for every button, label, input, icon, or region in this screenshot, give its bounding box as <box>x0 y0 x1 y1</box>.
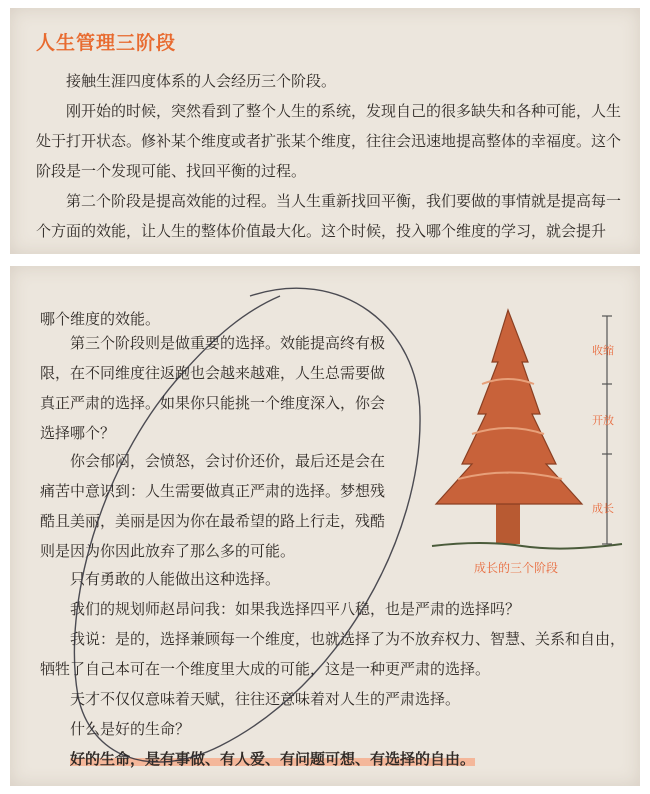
stage-label-shrink: 收缩 <box>592 344 614 357</box>
bottom-page-photo <box>10 266 640 786</box>
stage-scale <box>592 316 614 544</box>
paragraph: 接触生涯四度体系的人会经历三个阶段。 <box>66 72 337 90</box>
paragraph: 第二个阶段是提高效能的过程。当人生重新找回平衡，我们要做的事情就是提高每一个方面的效能，让人生的整体价值最大化。这个时候，投入哪个维度的学习，就会提升 <box>36 192 622 240</box>
illustration-caption: 成长的三个阶段 <box>474 561 559 575</box>
paragraph: 哪个维度的效能。 <box>40 310 161 328</box>
paragraph: 我们的规划师赵昂问我：如果我选择四平八稳，也是严肃的选择吗？ <box>70 600 521 618</box>
highlighted-paragraph <box>40 744 630 774</box>
stage-label-open: 开放 <box>592 414 614 427</box>
paragraph: 第三个阶段则是做重要的选择。效能提高终有极限，在不同维度往返跑也会越来越难，人生总需要做真正严肃的选择。如果你只能挑一个维度深入，你会选择哪个？ <box>40 334 386 442</box>
top-page-photo <box>10 8 640 254</box>
paragraph: 天才不仅仅意味着天赋，往往还意味着对人生的严肃选择。 <box>70 690 461 708</box>
paragraph: 什么是好的生命？ <box>70 720 191 738</box>
section-heading: 人生管理三阶段 <box>36 32 177 54</box>
stage-label-grow: 成长 <box>592 502 614 515</box>
paragraph: 刚开始的时候，突然看到了整个人生的系统，发现自己的很多缺失和各种可能，人生处于打开状态。修补某个维度或者扩张某个维度，往往会迅速地提高整体的幸福度。这个阶段是一个发现可能、找回平衡的过程。 <box>36 102 622 180</box>
tree-illustration <box>422 304 640 584</box>
highlight-text: 好的生命，是有事做、有人爱、有问题可想、有选择的自由。 <box>70 750 476 768</box>
paragraph: 我说：是的，选择兼顾每一个维度，也就选择了为不放弃权力、智慧、关系和自由，牺牲了自己本可在一个维度里大成的可能，这是一种更严肃的选择。 <box>40 630 626 678</box>
paragraph: 只有勇敢的人能做出这种选择。 <box>70 570 281 588</box>
paragraph: 你会郁闷，会愤怒，会讨价还价，最后还是会在痛苦中意识到：人生需要做真正严肃的选择。梦想残酷且美丽，美丽是因为你在最希望的路上行走，残酷则是因为你因此放弃了那么多的可能。 <box>40 452 386 560</box>
